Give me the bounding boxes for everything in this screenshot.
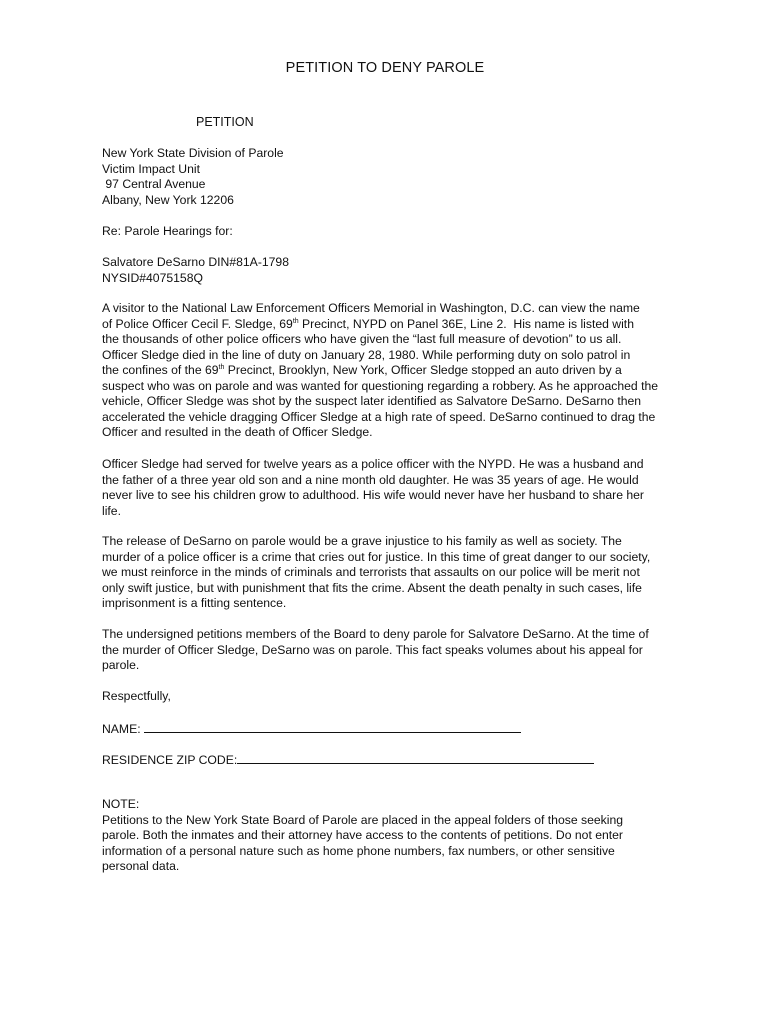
name-signature-line[interactable]: [144, 720, 521, 733]
note-line: Petitions to the New York State Board of Parole are placed in the appeal folders of those seeking: [102, 812, 624, 827]
note-block: [102, 797, 692, 875]
address-block: [102, 146, 692, 208]
ordinal-suffix: th: [292, 317, 299, 325]
paragraph-line: only swift justice, but with punishment that fits the crime. Absent the death penalty in such cases, life: [102, 580, 642, 595]
paragraph-line: The undersigned petitions members of the Board to deny parole for Salvatore DeSarno. At the time of: [102, 627, 649, 641]
paragraph-line: Officer Sledge died in the line of duty on January 28, 1980. While performing duty on solo patrol in: [102, 347, 631, 362]
name-label: NAME:: [102, 722, 144, 736]
note-line: parole. Both the inmates and their attorney have access to the contents of petitions. Do not enter: [102, 828, 623, 842]
address-line: Victim Impact Unit: [102, 161, 200, 176]
paragraph-line: parole.: [102, 658, 140, 672]
closing: Respectfully,: [102, 689, 171, 703]
paragraph-line: murder of a police officer is a crime that cries out for justice. In this time of great danger to our society,: [102, 549, 651, 564]
address-line: 97 Central Avenue: [102, 177, 206, 191]
paragraph-line: accelerated the vehicle dragging Officer Sledge at a high rate of speed. DeSarno continued to drag the: [102, 409, 656, 424]
paragraph-line: The release of DeSarno on parole would be a grave injustice to his family as well as society. The: [102, 534, 622, 548]
address-line: New York State Division of Parole: [102, 146, 284, 160]
paragraph-memorial: [102, 301, 692, 441]
paragraph-line: never live to see his children grow to adulthood. His wife would never have her husband to share her: [102, 488, 644, 502]
text-run: Precinct, Brooklyn, New York, Officer Sledge stopped an auto driven by a: [224, 363, 622, 377]
inmate-nysid: NYSID#4075158Q: [102, 270, 203, 285]
petition-heading: PETITION: [196, 115, 254, 129]
note-heading: NOTE:: [102, 797, 140, 811]
paragraph-line: suspect who was on parole and was wanted for questioning regarding a robbery. As he approached the: [102, 378, 659, 393]
name-field: [102, 720, 521, 738]
document-title: PETITION TO DENY PAROLE: [285, 60, 485, 76]
paragraph-line: the murder of Officer Sledge, DeSarno was on parole. This fact speaks volumes about his appeal for: [102, 642, 643, 657]
paragraph-justice: [102, 534, 692, 612]
inmate-name-din: Salvatore DeSarno DIN#81A-1798: [102, 255, 289, 269]
paragraph-line: vehicle, Officer Sledge was shot by the suspect later identified as Salvatore DeSarno. DeSarno then: [102, 394, 642, 408]
paragraph-line: [102, 363, 692, 379]
zip-field: [102, 751, 594, 769]
address-line: Albany, New York 12206: [102, 192, 234, 207]
zip-label: RESIDENCE ZIP CODE:: [102, 753, 238, 767]
paragraph-line: [102, 317, 692, 333]
paragraph-line: the thousands of other police officers who have given the “last full measure of devotion” to us all.: [102, 332, 622, 346]
zip-code-line[interactable]: [237, 751, 594, 764]
paragraph-line: imprisonment is a fitting sentence.: [102, 596, 287, 610]
re-line: Re: Parole Hearings for:: [102, 224, 233, 238]
note-line: information of a personal nature such as home phone numbers, fax numbers, or other sensitive: [102, 843, 615, 858]
text-run: Precinct, NYPD on Panel 36E, Line 2. His name is listed with: [298, 316, 634, 331]
ordinal-suffix: th: [218, 363, 225, 371]
paragraph-line: life.: [102, 503, 121, 518]
text-run: the confines of the 69: [102, 363, 219, 377]
text-run: of Police Officer Cecil F. Sledge, 69: [102, 316, 293, 331]
paragraph-family: [102, 457, 692, 519]
paragraph-line: A visitor to the National Law Enforcement Officers Memorial in Washington, D.C. can view the name: [102, 301, 640, 315]
paragraph-line: the father of a three year old son and a nine month old daughter. He was 35 years of age. He would: [102, 472, 639, 487]
paragraph-line: Officer Sledge had served for twelve years as a police officer with the NYPD. He was a husband and: [102, 457, 644, 471]
note-line: personal data.: [102, 859, 180, 873]
inmate-block: [102, 255, 692, 286]
paragraph-request: [102, 627, 692, 674]
paragraph-line: we must reinforce in the minds of criminals and terrorists that assaults on our police will be merit not: [102, 565, 640, 579]
paragraph-line: Officer and resulted in the death of Officer Sledge.: [102, 425, 373, 439]
